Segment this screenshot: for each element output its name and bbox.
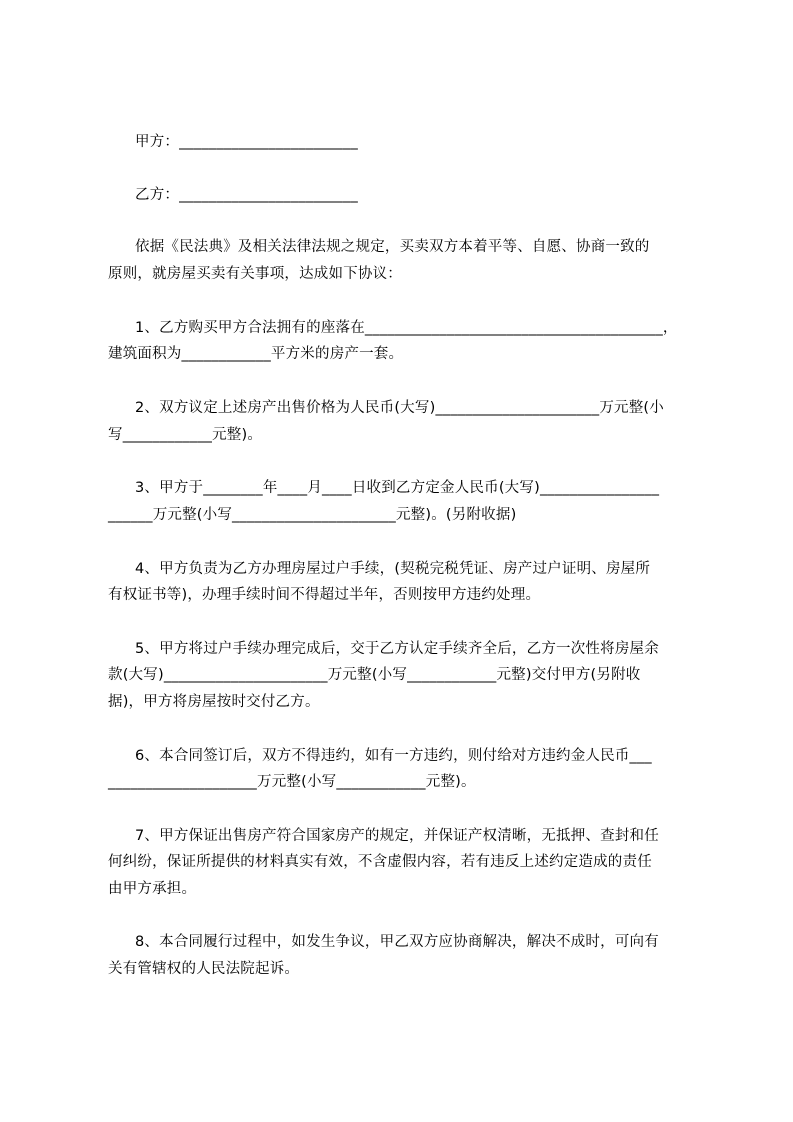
clause-1-line-1: 1、乙方购买甲方合法拥有的座落在________________________________________， bbox=[135, 320, 678, 336]
clause-1-line-2: 建筑面积为____________平方米的房产一套。 bbox=[108, 346, 404, 362]
clause-5-line-2: 款(大写)______________________万元整(小写____________元整)交付甲方(另附收 bbox=[108, 667, 641, 683]
clause-4-line-2: 有权证书等)，办理手续时间不得超过半年，否则按甲方违约处理。 bbox=[108, 587, 541, 603]
clause-3-line-2: ______万元整(小写______________________元整)。(另附收据) bbox=[108, 507, 517, 523]
party-b-line: 乙方：________________________ bbox=[135, 187, 358, 203]
clause-8-line-1: 8、本合同履行过程中，如发生争议，甲乙双方应协商解决，解决不成时，可向有 bbox=[135, 934, 659, 950]
clause-8-line-2: 关有管辖权的人民法院起诉。 bbox=[108, 961, 300, 977]
clause-7-line-2: 何纠纷，保证所提供的材料真实有效，不含虚假内容，若有违反上述约定造成的责任 bbox=[108, 854, 652, 870]
clause-4-line-1: 4、甲方负责为乙方办理房屋过户手续，(契税完税凭证、房产过户证明、房屋所 bbox=[135, 561, 651, 577]
preamble-line-1: 依据《民法典》及相关法律法规之规定，买卖双方本着平等、自愿、协商一致的 bbox=[135, 239, 650, 255]
party-a-line: 甲方：________________________ bbox=[135, 134, 358, 150]
clause-6-line-2: ____________________万元整(小写____________元整)。 bbox=[108, 774, 476, 790]
clause-5-line-1: 5、甲方将过户手续办理完成后，交于乙方认定手续齐全后，乙方一次性将房屋余 bbox=[135, 641, 659, 657]
clause-3-line-1: 3、甲方于________年____月____日收到乙方定金人民币(大写)________________ bbox=[135, 480, 660, 496]
clause-7-line-3: 由甲方承担。 bbox=[108, 881, 197, 897]
clause-6-line-1: 6、本合同签订后，双方不得违约，如有一方违约，则付给对方违约金人民币___ bbox=[135, 748, 652, 764]
preamble-line-2: 原则，就房屋买卖有关事项，达成如下协议： bbox=[108, 266, 402, 282]
clause-7-line-1: 7、甲方保证出售房产符合国家房产的规定，并保证产权清晰，无抵押、查封和任 bbox=[135, 828, 659, 844]
clause-2-line-2: 写____________元整)。 bbox=[108, 427, 263, 443]
clause-5-line-3: 据)，甲方将房屋按时交付乙方。 bbox=[108, 694, 320, 710]
clause-2-line-1: 2、双方议定上述房产出售价格为人民币(大写)______________________万元整(小 bbox=[135, 400, 664, 416]
